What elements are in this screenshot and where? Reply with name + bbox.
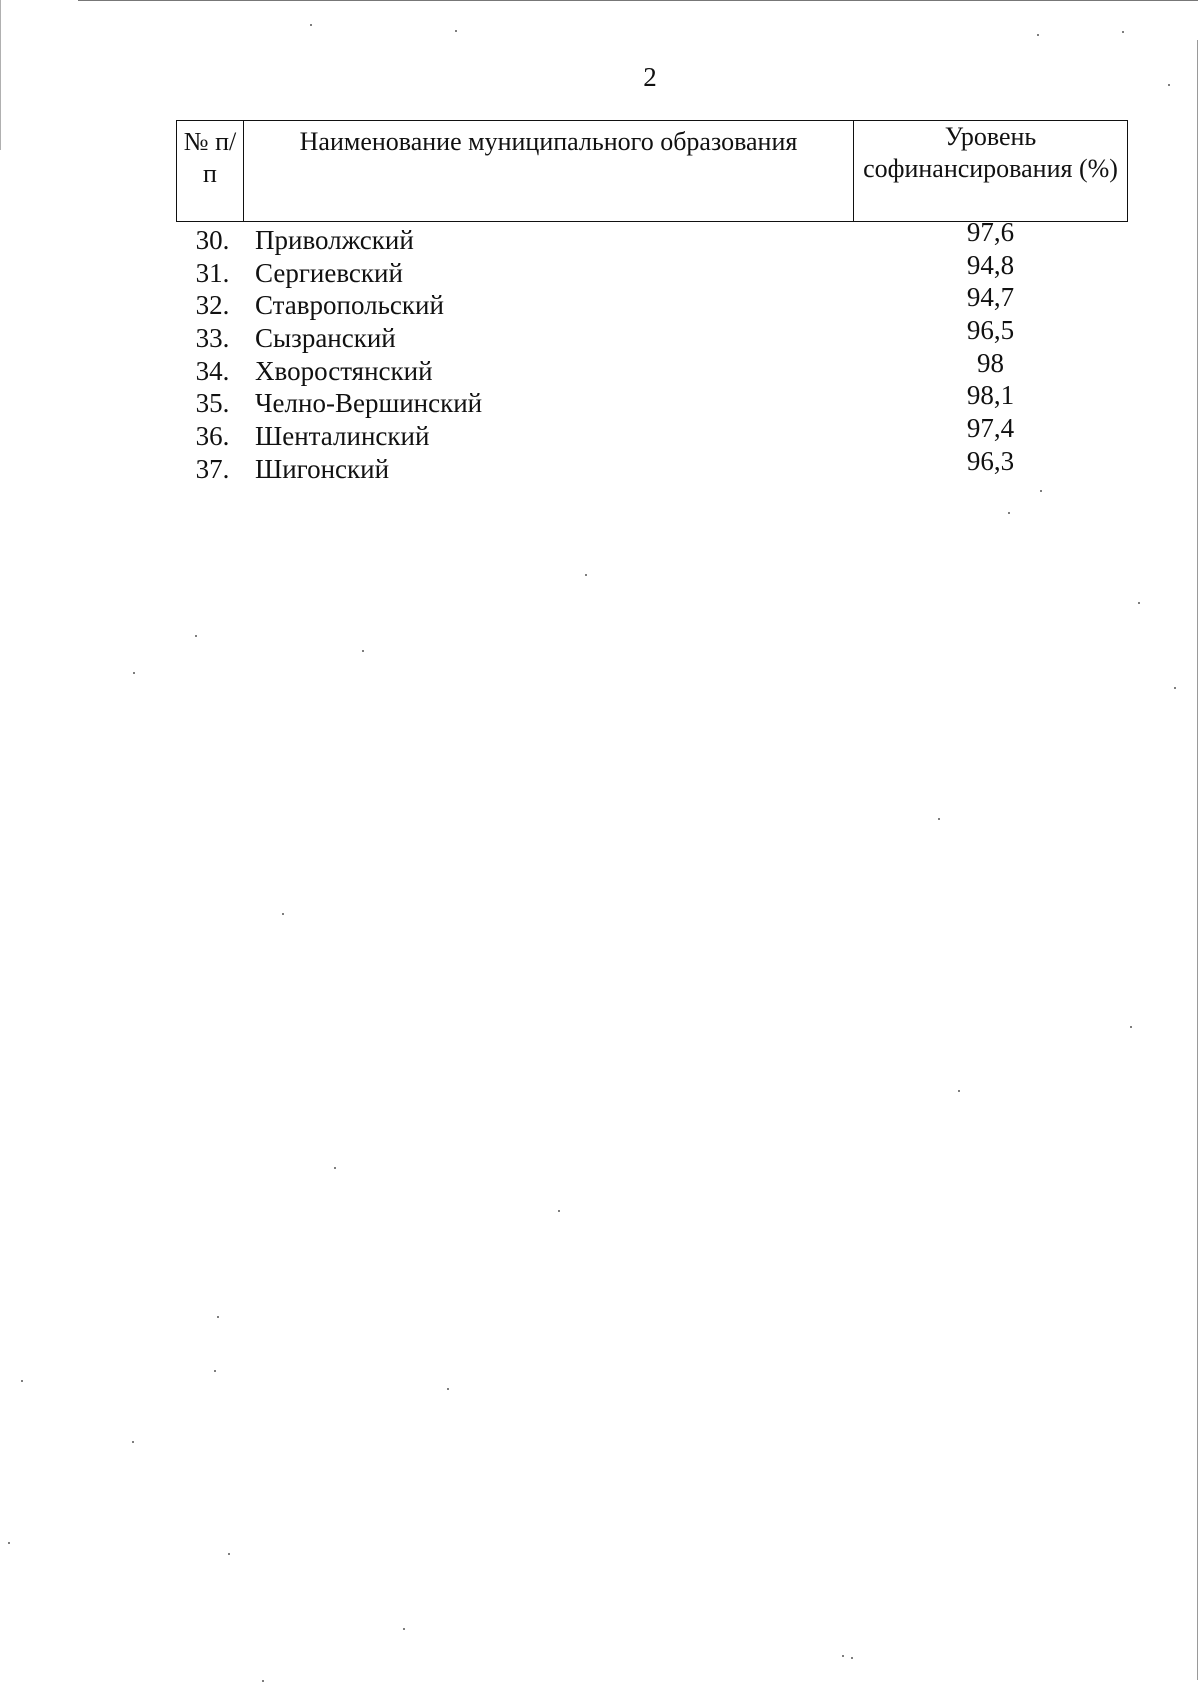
row-name: Шенталинский bbox=[255, 421, 430, 452]
table-row bbox=[176, 445, 1128, 486]
header-number: № п/п bbox=[177, 121, 244, 221]
scan-speck bbox=[21, 1380, 23, 1382]
row-number: 37. bbox=[195, 453, 230, 484]
scan-edge-top bbox=[78, 0, 1198, 1]
scan-speck bbox=[334, 1167, 336, 1169]
header-level: Уровень софинансирования (%) bbox=[863, 122, 1118, 183]
row-name: Ставропольский bbox=[255, 290, 444, 321]
row-name: Сергиевский bbox=[255, 257, 403, 288]
scan-speck bbox=[455, 30, 457, 32]
row-number: 30. bbox=[195, 225, 230, 255]
row-value: 98,1 bbox=[966, 380, 1015, 411]
scan-speck bbox=[938, 818, 940, 820]
scan-speck bbox=[842, 1655, 844, 1657]
scan-speck bbox=[585, 574, 587, 576]
scan-speck bbox=[362, 650, 364, 652]
scan-speck bbox=[1130, 1026, 1132, 1028]
row-number: 32. bbox=[195, 290, 230, 321]
scan-speck bbox=[228, 1553, 230, 1555]
scan-speck bbox=[133, 672, 135, 674]
row-name: Челно-Вершинский bbox=[255, 388, 483, 419]
table-body bbox=[176, 217, 1128, 486]
scan-speck bbox=[558, 1210, 560, 1212]
scan-speck bbox=[403, 1628, 405, 1630]
page-number: 2 bbox=[643, 62, 657, 92]
row-value: 96,5 bbox=[966, 315, 1015, 346]
scan-edge-right bbox=[1197, 40, 1198, 1680]
row-value: 98 bbox=[977, 347, 1004, 378]
scan-speck bbox=[8, 1542, 10, 1544]
row-name: Шигонский bbox=[255, 453, 390, 484]
row-name: Хворостянский bbox=[255, 355, 433, 386]
scan-speck bbox=[195, 635, 197, 637]
row-value: 97,6 bbox=[966, 217, 1015, 247]
row-value: 97,4 bbox=[966, 413, 1015, 444]
scan-speck bbox=[1174, 687, 1176, 689]
row-number: 33. bbox=[195, 323, 230, 354]
scan-speck bbox=[1008, 512, 1010, 514]
scan-speck bbox=[851, 1657, 853, 1659]
row-number: 35. bbox=[195, 388, 230, 419]
row-name: Сызранский bbox=[255, 323, 396, 354]
scan-speck bbox=[1040, 490, 1042, 492]
row-number: 36. bbox=[195, 421, 230, 452]
row-value: 94,7 bbox=[966, 282, 1015, 313]
scan-speck bbox=[310, 24, 312, 26]
row-number: 31. bbox=[195, 257, 230, 288]
scan-speck bbox=[1037, 34, 1039, 36]
scan-speck bbox=[262, 1680, 264, 1682]
scan-speck bbox=[132, 1441, 134, 1443]
scan-speck bbox=[214, 1370, 216, 1372]
scan-speck bbox=[1122, 31, 1124, 33]
scan-speck bbox=[1168, 84, 1170, 86]
scan-speck bbox=[958, 1090, 960, 1092]
row-number: 34. bbox=[195, 355, 230, 386]
scan-speck bbox=[282, 913, 284, 915]
row-value: 96,3 bbox=[966, 445, 1015, 476]
row-name: Приволжский bbox=[255, 225, 414, 255]
row-value: 94,8 bbox=[966, 249, 1015, 280]
scan-speck bbox=[1138, 602, 1140, 604]
scan-speck bbox=[217, 1316, 219, 1318]
header-name: Наименование муниципального образования bbox=[244, 121, 854, 221]
table-header bbox=[176, 120, 1128, 222]
scan-speck bbox=[447, 1388, 449, 1390]
